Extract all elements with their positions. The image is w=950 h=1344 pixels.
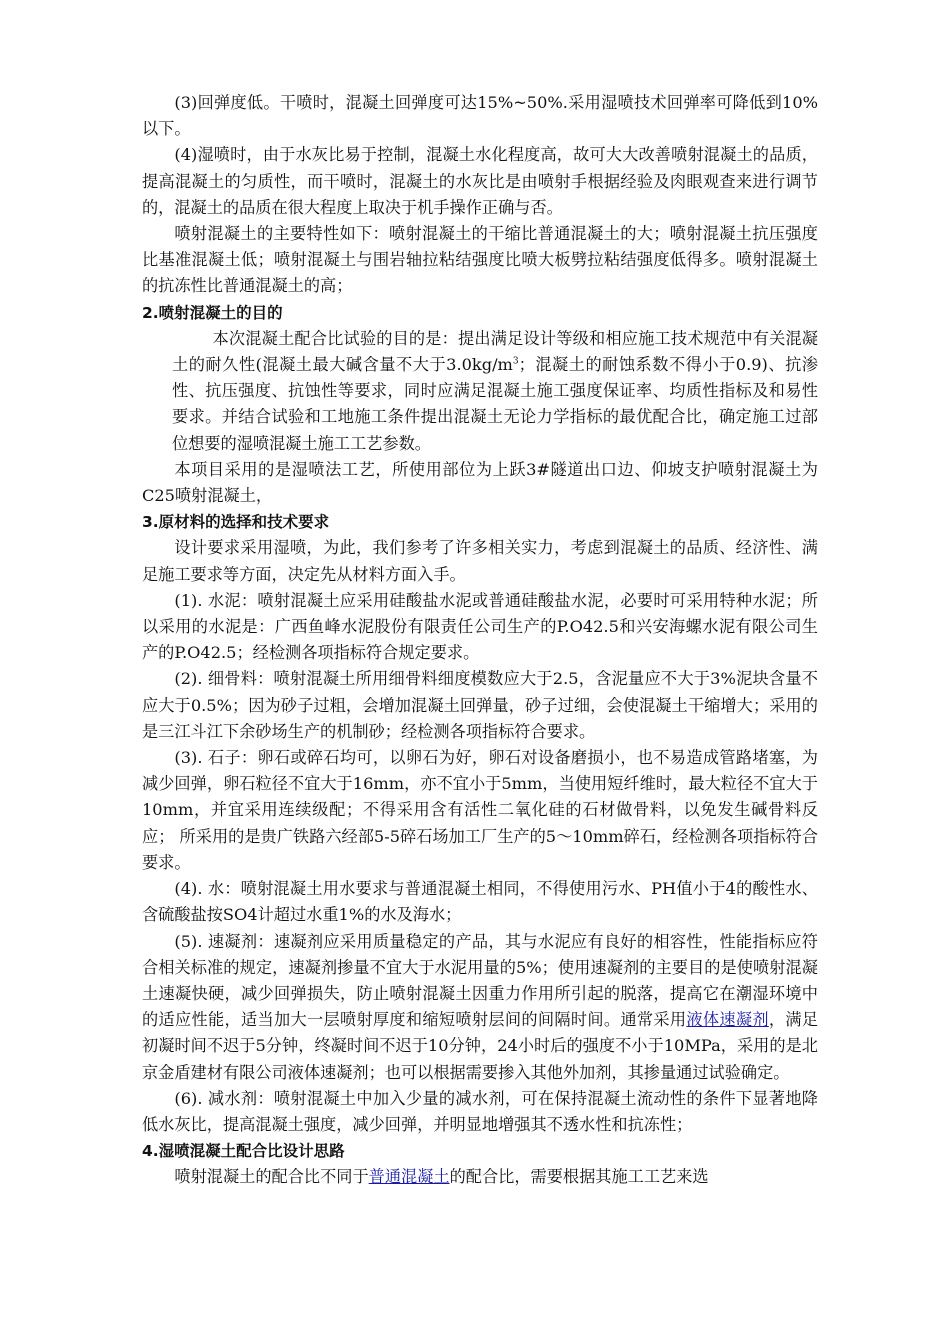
paragraph-test-purpose <box>142 326 818 457</box>
liquid-accelerator-link[interactable]: 液体速凝剂 <box>686 1010 769 1030</box>
mix-design-text-1: 喷射混凝土的配合比不同于 <box>174 1167 369 1187</box>
paragraph-cement: (1). 水泥：喷射混凝土应采用硅酸盐水泥或普通硅酸盐水泥，必要时可采用特种水泥；所以采用的水泥是：广西鱼峰水泥股份有限责任公司生产的P.O42.5和兴安海螺水泥有限公司生产的P.O42.5；经检测各项指标符合规定要求。 <box>142 590 818 663</box>
section-heading-4: 4.湿喷混凝土配合比设计思路 <box>142 1142 345 1161</box>
paragraph-rebound-rate: (3)回弹度低。干喷时，混凝土回弹度可达15%~50%.采用湿喷技术回弹率可降低到10%以下。 <box>142 93 818 139</box>
ordinary-concrete-link[interactable]: 普通混凝土 <box>368 1167 450 1187</box>
section-heading-2: 2.喷射混凝土的目的 <box>142 303 283 322</box>
paragraph-main-characteristics: 喷射混凝土的主要特性如下：喷射混凝土的干缩比普通混凝土的大；喷射混凝土抗压强度比基准混凝土低；喷射混凝土与围岩轴拉粘结强度比喷大板劈拉粘结强度低得多。喷射混凝土的抗冻性比普通混凝土的高； <box>142 224 818 296</box>
paragraph-wet-spray-quality: (4)湿喷时，由于水灰比易于控制，混凝土水化程度高，故可大大改善喷射混凝土的品质，提高混凝土的匀质性，而干喷时，混凝土的水灰比是由喷射手根据经验及肉眼观查来进行调节的，混凝土的品质在很大程度上取决于机手操作正确与否。 <box>142 145 818 217</box>
paragraph-accelerator <box>142 929 818 1086</box>
document-body <box>142 90 818 1191</box>
cubic-superscript: 3 <box>512 356 519 367</box>
paragraph-water: (4). 水：喷射混凝土用水要求与普通混凝土相同，不得使用污水、PH值小于4的酸性水、含硫酸盐按SO4计超过水重1%的水及海水； <box>142 879 818 925</box>
mix-design-text-2: 的配合比，需要根据其施工工艺来选 <box>449 1167 709 1187</box>
paragraph-design-requirement: 设计要求采用湿喷，为此，我们参考了许多相关实力，考虑到混凝土的品质、经济性、满足施工要求等方面，决定先从材料方面入手。 <box>142 538 818 584</box>
paragraph-water-reducer: (6). 减水剂：喷射混凝土中加入少量的减水剂，可在保持混凝土流动性的条件下显著地降低水灰比，提高混凝土强度，减少回弹，并明显地增强其不透水性和抗冻性； <box>142 1088 818 1134</box>
paragraph-project-method: 本项目采用的是湿喷法工艺，所使用部位为上跃3#隧道出口边、仰坡支护喷射混凝土为C25喷射混凝土， <box>142 459 818 506</box>
purpose-text-1: 本次混凝土配合比试验的目的是：提出满足设计等级和相应施工技术规范中有关混凝土的耐久性(混凝土最大碱含量不大于3.0kg/m <box>172 328 818 375</box>
accelerator-text-1: (5). 速凝剂：速凝剂应采用质量稳定的产品，其与水泥应有良好的相容性，性能指标应符合相关标准的规定，速凝剂掺量不宜大于水泥用量的5%；使用速凝剂的主要目的是使喷射混凝土速凝快硬，减少回弹损失，防止喷射混凝土因重力作用所引起的脱落，提高它在潮湿环境中的适应性能，适当加大一层喷射厚度和缩短喷射层间的间隔时间。通常采用 <box>142 931 818 1030</box>
paragraph-fine-aggregate: (2). 细骨料：喷射混凝土所用细骨料细度模数应大于2.5，含泥量应不大于3%泥块含量不应大于0.5%；因为砂子过粗，会增加混凝土回弹量，砂子过细，会使混凝土干缩增大；采用的是三江斗江下余砂场生产的机制砂；经检测各项指标符合要求。 <box>142 669 818 741</box>
section-heading-3: 3.原材料的选择和技术要求 <box>142 513 330 532</box>
paragraph-mix-design <box>142 1164 818 1190</box>
purpose-text-2: ；混凝土的耐蚀系数不得小于0.9)、抗渗性、抗压强度、抗蚀性等要求，同时应满足混凝土施工强度保证率、均质性指标及和易性要求。并结合试验和工地施工条件提出混凝土无论力学指标的最优配合比，确定施工过部位想要的湿喷混凝土施工工艺参数。 <box>172 355 818 453</box>
accelerator-text-2: ，满足初凝时间不迟于5分钟，终凝时间不迟于10分钟，24小时后的强度不小于10MPa，采用的是北京金盾建材有限公司液体速凝剂；也可以根据需要掺入其他外加剂，其掺量通过试验确定。 <box>142 1010 819 1082</box>
paragraph-coarse-aggregate: (3). 石子：卵石或碎石均可，以卵石为好，卵石对设备磨损小，也不易造成管路堵塞，为减少回弹，卵石粒径不宜大于16mm，亦不宜小于5mm，当使用短纤维时，最大粒径不宜大于10mm，并宜采用连续级配；不得采用含有活性二氧化硅的石材做骨料，以免发生碱骨料反应； 所采用的是贵广铁路六经部5-5碎石场加工厂生产的5～10mm碎石，经检测各项指标符合要求。 <box>142 748 818 872</box>
